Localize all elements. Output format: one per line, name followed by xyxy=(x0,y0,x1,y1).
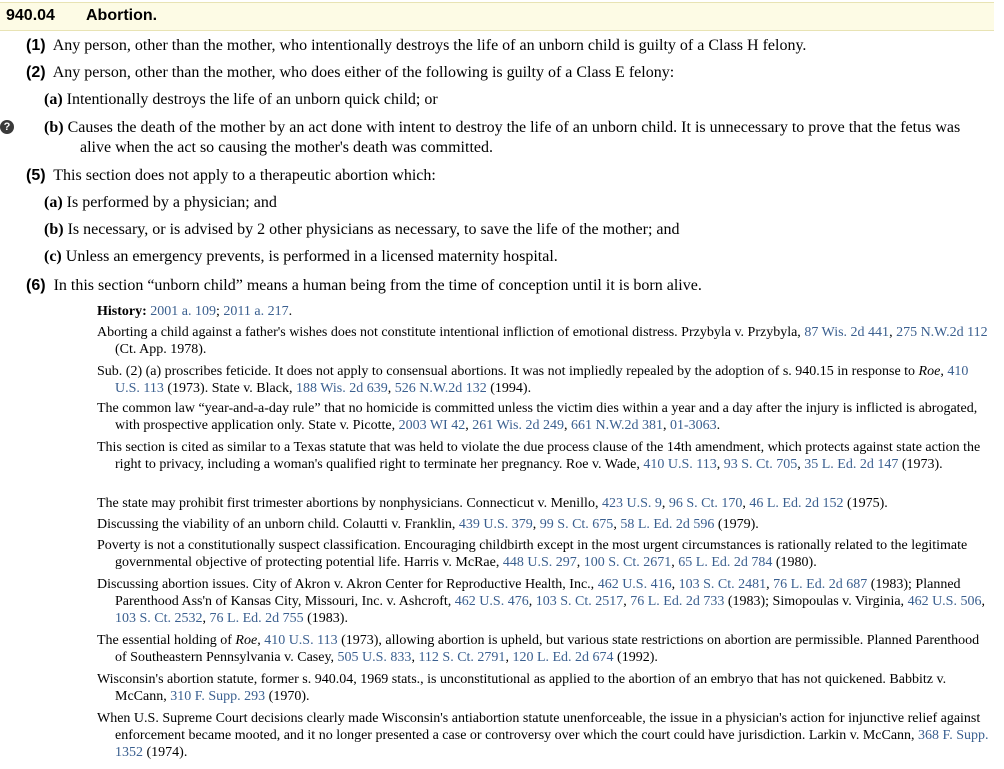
note-text: , xyxy=(716,457,724,472)
citation-link[interactable]: 423 U.S. 9 xyxy=(601,496,662,511)
annotation-note xyxy=(97,363,993,397)
note-text: , xyxy=(797,457,805,472)
subsection-number: (1) xyxy=(26,37,46,54)
annotation-note xyxy=(97,710,993,761)
paragraph-letter: (b) xyxy=(44,119,64,136)
note-text: (Ct. App. 1978). xyxy=(115,342,207,357)
note-text: (1983); Simopoulas v. Virginia, xyxy=(724,594,908,609)
note-text: Aborting a child against a father's wishes does not constitute intentional infliction of emotional distress. Przybyla v. Przybyla, xyxy=(97,325,805,340)
note-text: , xyxy=(766,577,774,592)
citation-link[interactable]: 103 S. Ct. 2517 xyxy=(535,594,624,609)
note-text: Poverty is not a constitutionally suspect classification. Encouraging childbirth except in the most urgent circumstances is rationally related to the legitimate governmental objective of protecting potential life. Harris v. McRae, xyxy=(97,538,968,570)
citation-link[interactable]: 76 L. Ed. 2d 687 xyxy=(773,577,868,592)
citation-link[interactable]: 103 S. Ct. 2481 xyxy=(678,577,767,592)
citation-link[interactable]: 275 N.W.2d 112 xyxy=(896,325,988,340)
note-text: , xyxy=(661,496,669,511)
citation-link[interactable]: 99 S. Ct. 675 xyxy=(539,517,614,532)
note-text: (1983). xyxy=(303,611,348,626)
question-icon[interactable]: ? xyxy=(0,120,14,134)
note-text: Discussing abortion issues. City of Akron v. Akron Center for Reproductive Health, Inc., xyxy=(97,577,598,592)
subsection-number: (5) xyxy=(26,167,46,184)
note-text: This section is cited as similar to a Texas statute that was held to violate the due process clause of the 14th amendment, which protects against state action the right to privacy, including a woman's qualified right to terminate her pregnancy. Roe v. Wade, xyxy=(97,440,981,472)
note-text: , xyxy=(387,381,395,396)
citation-link[interactable]: 93 S. Ct. 705 xyxy=(723,457,798,472)
paragraph-5c xyxy=(44,247,558,267)
citation-link[interactable]: 65 L. Ed. 2d 784 xyxy=(678,555,773,570)
annotation-note xyxy=(97,324,993,358)
citation-link[interactable]: 410 U.S. 113 xyxy=(643,457,717,472)
history-end: . xyxy=(288,304,293,319)
subsection-text: Any person, other than the mother, who does either of the following is guilty of a Class E felony: xyxy=(52,64,675,81)
note-text: Discussing the viability of an unborn child. Colautti v. Franklin, xyxy=(97,517,459,532)
note-text: , xyxy=(613,517,621,532)
note-text: , xyxy=(465,418,473,433)
paragraph-letter: (a) xyxy=(44,91,63,108)
note-text: , xyxy=(671,555,679,570)
note-text: When U.S. Supreme Court decisions clearly made Wisconsin's antiabortion statute unenforceable, the issue in a physician's action for injunctive relief against enforcement became mooted, and it no longer presented a case or controversy over which the court could have jurisdiction. Larkin v. McCann, xyxy=(97,711,981,743)
paragraph-5a xyxy=(44,193,277,213)
history-line xyxy=(97,303,292,320)
annotation-note xyxy=(97,516,993,533)
note-text: (1992). xyxy=(613,650,658,665)
note-text: (1980). xyxy=(772,555,817,570)
note-text: , xyxy=(623,594,631,609)
note-text: (1974). xyxy=(143,745,188,760)
case-name-italic: Roe xyxy=(235,633,258,648)
citation-link[interactable]: 661 N.W.2d 381 xyxy=(570,418,663,433)
section-number: 940.04 xyxy=(6,7,55,24)
citation-link[interactable]: 439 U.S. 379 xyxy=(458,517,533,532)
citation-link[interactable]: 87 Wis. 2d 441 xyxy=(804,325,890,340)
subsection-5 xyxy=(26,166,436,186)
citation-link[interactable]: 448 U.S. 297 xyxy=(502,555,577,570)
note-text: (1973). xyxy=(898,457,943,472)
note-text: , xyxy=(576,555,584,570)
history-link[interactable]: 2011 a. 217 xyxy=(223,304,289,319)
subsection-text: Any person, other than the mother, who intentionally destroys the life of an unborn child is guilty of a Class H felony. xyxy=(52,37,807,54)
annotation-note xyxy=(97,439,993,473)
paragraph-letter: (c) xyxy=(44,248,62,265)
subsection-6 xyxy=(26,276,702,296)
citation-link[interactable]: 261 Wis. 2d 249 xyxy=(472,418,564,433)
annotation-note xyxy=(97,671,993,705)
subsection-text: This section does not apply to a therapeutic abortion which: xyxy=(53,167,436,184)
note-text: , xyxy=(671,577,679,592)
note-text: The essential holding of xyxy=(97,633,236,648)
citation-link[interactable]: 462 U.S. 476 xyxy=(454,594,529,609)
paragraph-2a xyxy=(44,90,438,110)
paragraph-text: Unless an emergency prevents, is performed in a licensed maternity hospital. xyxy=(65,248,558,265)
note-text: , xyxy=(411,650,419,665)
citation-link[interactable]: 368 F. Supp. 1352 xyxy=(115,728,989,760)
subsection-1 xyxy=(26,36,806,56)
citation-link[interactable]: 188 Wis. 2d 639 xyxy=(295,381,388,396)
note-text: (1975). xyxy=(843,496,888,511)
citation-link[interactable]: 410 U.S. 113 xyxy=(115,364,969,396)
history-link[interactable]: 2001 a. 109 xyxy=(150,304,216,319)
history-separator: ; xyxy=(215,304,224,319)
note-text: , xyxy=(889,325,897,340)
citation-link[interactable]: 35 L. Ed. 2d 147 xyxy=(804,457,899,472)
note-text: (1994). xyxy=(486,381,532,396)
citation-link[interactable]: 76 L. Ed. 2d 755 xyxy=(209,611,304,626)
citation-link[interactable]: 103 S. Ct. 2532 xyxy=(115,611,203,626)
subsection-2 xyxy=(26,63,674,83)
note-text: , xyxy=(742,496,750,511)
section-header xyxy=(0,2,994,31)
paragraph-2b xyxy=(44,118,994,158)
subsection-text: In this section “unborn child” means a human being from the time of conception until it is born alive. xyxy=(53,277,702,294)
citation-link[interactable]: 120 L. Ed. 2d 674 xyxy=(512,650,614,665)
note-text: , xyxy=(940,364,948,379)
annotation-note xyxy=(97,400,993,434)
paragraph-text: Is performed by a physician; and xyxy=(66,194,277,211)
citation-link[interactable]: 100 S. Ct. 2671 xyxy=(583,555,672,570)
note-text: Wisconsin's abortion statute, former s. 940.04, 1969 stats., is unconstitutional as applied to the abortion of an embryo that has not quickened. Babbitz v. McCann, xyxy=(97,672,947,704)
note-text: The state may prohibit first trimester abortions by nonphysicians. Connecticut v. Menillo, xyxy=(97,496,602,511)
note-text: (1973). State v. Black, xyxy=(163,381,296,396)
note-text: , xyxy=(532,517,540,532)
note-text: (1973), allowing abortion is upheld, but various state restrictions on abortion are permissible. Planned Parenthood of Southeastern Pennsylvania v. Casey, xyxy=(115,633,980,665)
paragraph-letter: (a) xyxy=(44,194,63,211)
note-text: (1983); Planned Parenthood Ass'n of Kansas City, Missouri, Inc. v. Ashcroft, xyxy=(115,577,961,609)
subsection-number: (6) xyxy=(26,277,46,294)
citation-link[interactable]: 310 F. Supp. 293 xyxy=(170,689,266,704)
note-text: , xyxy=(505,650,513,665)
note-text: The common law “year-and-a-day rule” that no homicide is committed unless the victim dies within a year and a day after the injury is inflicted is abrogated, with prospective application only. State v. Picotte, xyxy=(97,401,978,433)
note-text: (1979). xyxy=(714,517,759,532)
citation-link[interactable]: 462 U.S. 506 xyxy=(907,594,982,609)
annotation-note xyxy=(97,537,993,571)
citation-link[interactable]: 462 U.S. 416 xyxy=(597,577,672,592)
citation-link[interactable]: 112 S. Ct. 2791 xyxy=(418,650,506,665)
note-text: , xyxy=(981,594,985,609)
paragraph-text: Is necessary, or is advised by 2 other physicians as necessary, to save the life of the mother; and xyxy=(67,221,680,238)
note-text: (1970). xyxy=(265,689,310,704)
note-text: , xyxy=(257,633,265,648)
note-text: Sub. (2) (a) proscribes feticide. It does not apply to consensual abortions. It was not impliedly repealed by the adoption of s. 940.15 in response to xyxy=(97,364,919,379)
citation-link[interactable]: 96 S. Ct. 170 xyxy=(668,496,743,511)
paragraph-text: Causes the death of the mother by an act done with intent to destroy the life of an unborn child. It is unnecessary to prove that the fetus was alive when the act so causing the mother's death was committed. xyxy=(67,119,961,156)
history-label: History: xyxy=(97,304,147,319)
annotation-note xyxy=(97,632,993,666)
citation-link[interactable]: 505 U.S. 833 xyxy=(337,650,412,665)
citation-link[interactable]: 01-3063 xyxy=(670,418,717,433)
paragraph-text: Intentionally destroys the life of an unborn quick child; or xyxy=(66,91,438,108)
paragraph-letter: (b) xyxy=(44,221,64,238)
citation-link[interactable]: 46 L. Ed. 2d 152 xyxy=(749,496,844,511)
note-text: , xyxy=(528,594,536,609)
note-text: . xyxy=(716,418,721,433)
citation-link[interactable]: 410 U.S. 113 xyxy=(264,633,338,648)
paragraph-5b xyxy=(44,220,680,240)
subsection-number: (2) xyxy=(26,64,46,81)
section-title: Abortion. xyxy=(86,7,158,24)
note-text: , xyxy=(563,418,571,433)
annotation-note xyxy=(97,495,993,512)
case-name-italic: Roe xyxy=(918,364,941,379)
citation-link[interactable]: 58 L. Ed. 2d 596 xyxy=(620,517,715,532)
citation-link[interactable]: 76 L. Ed. 2d 733 xyxy=(630,594,725,609)
citation-link[interactable]: 526 N.W.2d 132 xyxy=(394,381,487,396)
note-text: , xyxy=(202,611,210,626)
annotation-note xyxy=(97,576,993,627)
citation-link[interactable]: 2003 WI 42 xyxy=(398,418,466,433)
note-text: , xyxy=(663,418,670,433)
